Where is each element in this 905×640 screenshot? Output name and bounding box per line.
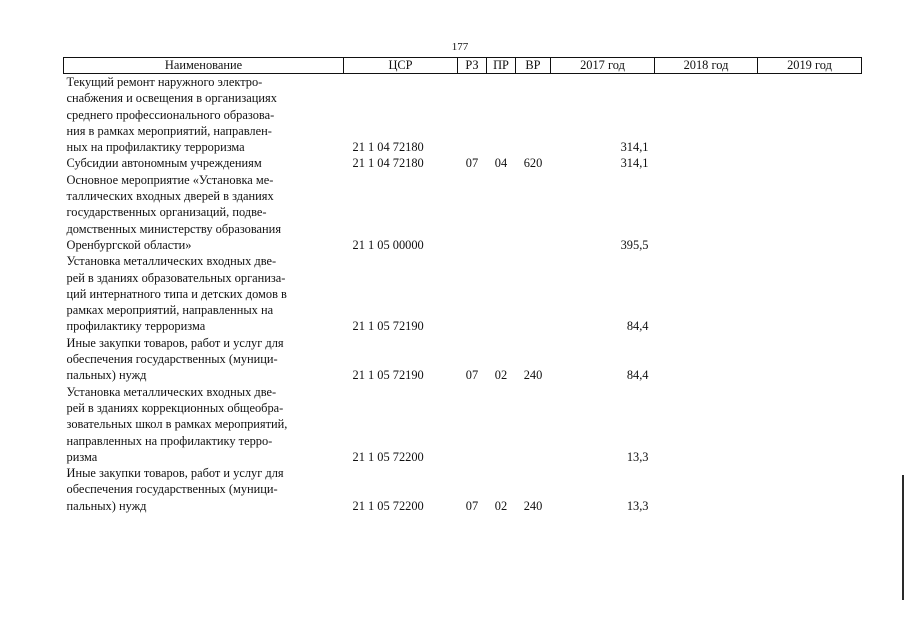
table-row [64,172,862,253]
row-csr: 21 1 05 72190 [352,368,424,383]
row-rz: 07 [465,498,479,513]
row-vr [516,172,551,253]
row-2019 [758,155,862,171]
row-name: Текущий ремонт наружного электро- снабжения и освещения в организациях среднего профессионального образова- ния в рамках мероприятий, направлен- ных на профилактику терроризма [66,75,277,155]
column-header-rz: РЗ [458,58,487,74]
row-2018 [655,74,758,156]
row-vr [516,253,551,334]
row-csr: 21 1 05 72200 [352,498,424,513]
table-row [64,253,862,334]
row-pr [487,253,516,334]
row-csr: 21 1 05 72200 [352,449,424,464]
row-vr: 620 [523,156,543,171]
row-2017: 395,5 [620,237,649,252]
row-2019 [758,253,862,334]
row-name: Установка металлических входных две- рей в зданиях коррекционных общеобра- зовательных школ в рамках мероприятий, направленных на профилактику терро- ризма [66,384,288,464]
row-2018 [655,253,758,334]
row-pr [487,74,516,156]
column-header-2017: 2017 год [551,58,655,74]
row-name: Установка металлических входных две- рей в зданиях образовательных организа- ций интернатного типа и детских домов в рамках мероприятий, направленных на профилактику терроризма [66,254,287,334]
column-header-2018: 2018 год [655,58,758,74]
row-name: Субсидии автономным учреждениям [66,156,262,171]
row-2019 [758,465,862,514]
row-name: Иные закупки товаров, работ и услуг для обеспечения государственных (муници- пальных) нужд [66,335,284,383]
row-2017: 84,4 [626,368,649,383]
table-header-row [64,58,862,74]
column-header-csr: ЦСР [344,58,458,74]
row-rz [458,253,487,334]
row-vr: 240 [523,498,543,513]
table-row [64,74,862,156]
row-2018 [655,155,758,171]
row-csr: 21 1 05 00000 [352,237,424,252]
row-rz [458,74,487,156]
row-2019 [758,335,862,384]
row-pr: 02 [494,498,508,513]
row-pr: 04 [494,156,508,171]
row-rz: 07 [465,368,479,383]
row-2017: 13,3 [626,498,649,513]
column-header-2019: 2019 год [758,58,862,74]
row-2018 [655,172,758,253]
row-name: Основное мероприятие «Установка ме- таллических входных дверей в зданиях государственных организаций, подве- домственных министерству образования Оренбургской области» [66,172,282,252]
row-csr: 21 1 04 72180 [352,156,424,171]
row-rz [458,172,487,253]
budget-table [63,57,862,514]
row-2019 [758,384,862,465]
row-csr: 21 1 04 72180 [352,140,424,155]
page-number: 177 [451,41,469,53]
row-pr: 02 [494,368,508,383]
table-row [64,335,862,384]
row-rz [458,384,487,465]
row-2018 [655,465,758,514]
row-vr: 240 [523,368,543,383]
column-header-vr: ВР [516,58,551,74]
row-csr: 21 1 05 72190 [352,319,424,334]
row-vr [516,74,551,156]
row-2018 [655,335,758,384]
row-2019 [758,172,862,253]
row-pr [487,384,516,465]
row-2017: 314,1 [620,156,649,171]
column-header-name: Наименование [64,58,344,74]
row-2017: 84,4 [626,319,649,334]
row-rz: 07 [465,156,479,171]
row-2019 [758,74,862,156]
row-2017: 314,1 [620,140,649,155]
row-2018 [655,384,758,465]
row-pr [487,172,516,253]
scan-edge-artifact [902,475,904,600]
row-vr [516,384,551,465]
table-row [64,465,862,514]
table-row [64,384,862,465]
table-row [64,155,862,171]
row-name: Иные закупки товаров, работ и услуг для обеспечения государственных (муници- пальных) нужд [66,466,284,513]
column-header-pr: ПР [487,58,516,74]
row-2017: 13,3 [626,449,649,464]
